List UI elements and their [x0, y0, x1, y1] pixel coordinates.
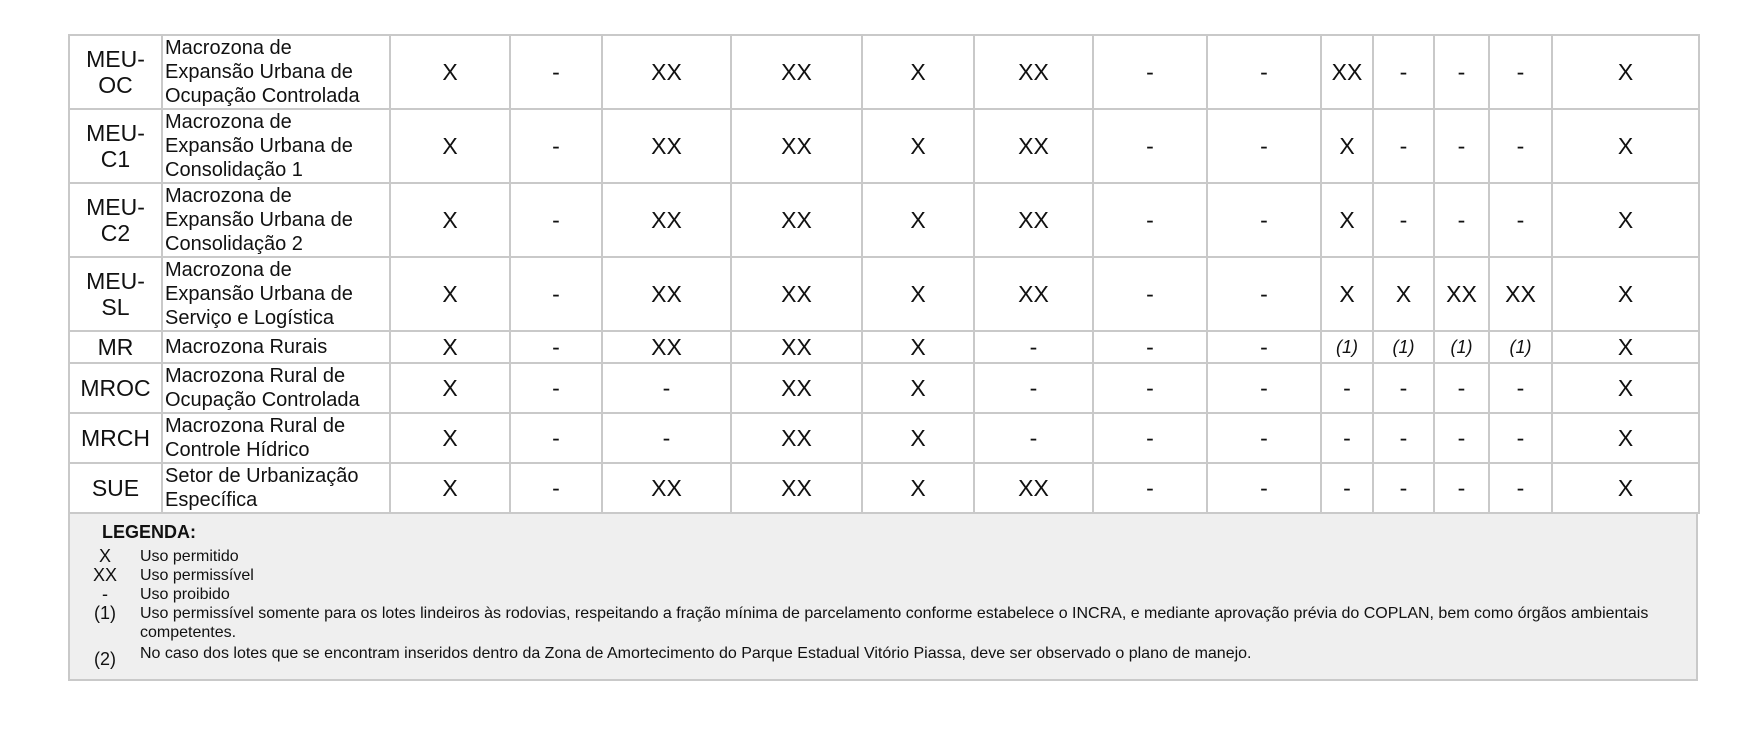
use-cell: -	[1093, 363, 1207, 413]
use-cell: X	[390, 363, 510, 413]
use-cell: -	[1489, 363, 1552, 413]
use-cell: XX	[731, 109, 862, 183]
use-cell: (1)	[1489, 331, 1552, 363]
use-cell: X	[1321, 257, 1373, 331]
zoning-table-page	[68, 34, 1698, 681]
use-cell: -	[510, 109, 602, 183]
zone-name: Macrozona Rurais	[162, 331, 390, 363]
use-cell: -	[1434, 363, 1489, 413]
use-cell: -	[1373, 463, 1434, 513]
use-cell: -	[1434, 413, 1489, 463]
zone-name: Macrozona de Expansão Urbana de Consolidação 1	[162, 109, 390, 183]
use-cell: -	[1093, 413, 1207, 463]
use-cell: -	[602, 413, 731, 463]
zone-name: Macrozona de Expansão Urbana de Ocupação Controlada	[162, 35, 390, 109]
use-cell: -	[1093, 35, 1207, 109]
use-cell: -	[1321, 463, 1373, 513]
use-cell: XX	[731, 183, 862, 257]
zone-code: MEU- OC	[69, 35, 162, 109]
table-row	[69, 257, 1699, 331]
use-cell: XX	[974, 109, 1093, 183]
use-cell: X	[1552, 363, 1699, 413]
use-cell: X	[390, 257, 510, 331]
use-cell: XX	[731, 363, 862, 413]
use-cell: -	[1321, 413, 1373, 463]
use-cell: -	[1489, 109, 1552, 183]
use-cell: -	[1093, 463, 1207, 513]
zone-code: MRCH	[69, 413, 162, 463]
legend-item	[80, 566, 1690, 585]
legend-description: Uso permissível	[140, 567, 254, 584]
use-cell: -	[1373, 35, 1434, 109]
use-cell: X	[390, 331, 510, 363]
use-cell: -	[1207, 463, 1321, 513]
zone-name: Macrozona de Expansão Urbana de Serviço e Logística	[162, 257, 390, 331]
use-cell: X	[862, 35, 974, 109]
use-cell: -	[1373, 363, 1434, 413]
use-cell: -	[510, 257, 602, 331]
legend-description: Uso permitido	[140, 548, 239, 565]
land-use-table	[68, 34, 1700, 514]
use-cell: XX	[602, 257, 731, 331]
use-cell: XX	[602, 109, 731, 183]
use-cell: X	[862, 109, 974, 183]
use-cell: -	[1434, 109, 1489, 183]
use-cell: (1)	[1434, 331, 1489, 363]
table-row	[69, 363, 1699, 413]
table-body	[69, 35, 1699, 513]
use-cell: -	[510, 463, 602, 513]
use-cell: -	[1207, 257, 1321, 331]
use-cell: X	[390, 463, 510, 513]
use-cell: -	[510, 363, 602, 413]
use-cell: XX	[974, 183, 1093, 257]
use-cell: X	[390, 183, 510, 257]
zone-name: Macrozona Rural de Ocupação Controlada	[162, 363, 390, 413]
use-cell: -	[510, 183, 602, 257]
use-cell: -	[1207, 183, 1321, 257]
use-cell: -	[1489, 35, 1552, 109]
use-cell: -	[1093, 109, 1207, 183]
legend-description: Uso proibido	[140, 586, 230, 603]
use-cell: -	[510, 331, 602, 363]
use-cell: XX	[1489, 257, 1552, 331]
use-cell: XX	[731, 463, 862, 513]
use-cell: X	[862, 183, 974, 257]
use-cell: -	[1434, 35, 1489, 109]
use-cell: -	[1373, 109, 1434, 183]
use-cell: X	[1552, 109, 1699, 183]
use-cell: -	[1093, 257, 1207, 331]
legend-item	[80, 585, 1690, 604]
legend-symbol: XX	[92, 565, 117, 585]
use-cell: XX	[731, 35, 862, 109]
use-cell: XX	[602, 183, 731, 257]
use-cell: XX	[974, 35, 1093, 109]
table-row	[69, 35, 1699, 109]
zone-code: MEU- C2	[69, 183, 162, 257]
legend-symbol: -	[102, 584, 108, 604]
table-row	[69, 109, 1699, 183]
table-row	[69, 331, 1699, 363]
use-cell: -	[974, 331, 1093, 363]
zone-name: Setor de Urbanização Específica	[162, 463, 390, 513]
use-cell: XX	[602, 35, 731, 109]
use-cell: XX	[1434, 257, 1489, 331]
use-cell: -	[1373, 413, 1434, 463]
use-cell: XX	[974, 257, 1093, 331]
use-cell: X	[390, 413, 510, 463]
use-cell: XX	[731, 413, 862, 463]
use-cell: X	[1552, 183, 1699, 257]
use-cell: -	[1093, 183, 1207, 257]
zone-code: MR	[69, 331, 162, 363]
use-cell: -	[1321, 363, 1373, 413]
zone-code: SUE	[69, 463, 162, 513]
legend-items	[80, 547, 1690, 668]
use-cell: X	[862, 257, 974, 331]
use-cell: XX	[731, 257, 862, 331]
use-cell: X	[390, 35, 510, 109]
use-cell: X	[1552, 331, 1699, 363]
use-cell: -	[1373, 183, 1434, 257]
use-cell: -	[602, 363, 731, 413]
use-cell: XX	[974, 463, 1093, 513]
use-cell: X	[1373, 257, 1434, 331]
use-cell: X	[1552, 463, 1699, 513]
use-cell: -	[1207, 109, 1321, 183]
use-cell: X	[390, 109, 510, 183]
legend-item	[80, 604, 1690, 642]
use-cell: X	[862, 413, 974, 463]
zone-code: MEU- SL	[69, 257, 162, 331]
legend-item	[80, 644, 1690, 668]
table-row	[69, 463, 1699, 513]
use-cell: XX	[602, 463, 731, 513]
use-cell: -	[1434, 183, 1489, 257]
use-cell: -	[1489, 463, 1552, 513]
use-cell: -	[1207, 331, 1321, 363]
legend-description: Uso permissível somente para os lotes lindeiros às rodovias, respeitando a fração mínima de parcelamento conforme estabelece o INCRA, e mediante aprovação prévia do COPLAN, bem como órgãos ambientais competentes.	[140, 605, 1649, 641]
use-cell: X	[862, 463, 974, 513]
legend-symbol: (1)	[94, 603, 116, 623]
legend-box	[68, 514, 1698, 681]
use-cell: -	[1489, 183, 1552, 257]
use-cell: (1)	[1373, 331, 1434, 363]
use-cell: X	[862, 363, 974, 413]
legend-symbol: (2)	[94, 649, 116, 669]
legend-title: LEGENDA:	[102, 522, 196, 542]
use-cell: -	[974, 363, 1093, 413]
use-cell: -	[974, 413, 1093, 463]
use-cell: -	[510, 35, 602, 109]
use-cell: -	[1434, 463, 1489, 513]
table-row	[69, 183, 1699, 257]
use-cell: X	[1552, 413, 1699, 463]
use-cell: XX	[731, 331, 862, 363]
use-cell: -	[1207, 363, 1321, 413]
use-cell: X	[1552, 35, 1699, 109]
zone-name: Macrozona de Expansão Urbana de Consolidação 2	[162, 183, 390, 257]
use-cell: X	[1552, 257, 1699, 331]
use-cell: XX	[1321, 35, 1373, 109]
legend-item	[80, 547, 1690, 566]
table-row	[69, 413, 1699, 463]
legend-description: No caso dos lotes que se encontram inseridos dentro da Zona de Amortecimento do Parque Estadual Vitório Piassa, deve ser observado o plano de manejo.	[140, 645, 1252, 662]
use-cell: -	[1207, 35, 1321, 109]
zone-code: MROC	[69, 363, 162, 413]
use-cell: X	[1321, 109, 1373, 183]
use-cell: (1)	[1321, 331, 1373, 363]
use-cell: -	[1489, 413, 1552, 463]
zone-code: MEU- C1	[69, 109, 162, 183]
use-cell: -	[1093, 331, 1207, 363]
use-cell: XX	[602, 331, 731, 363]
use-cell: X	[862, 331, 974, 363]
use-cell: -	[1207, 413, 1321, 463]
use-cell: X	[1321, 183, 1373, 257]
zone-name: Macrozona Rural de Controle Hídrico	[162, 413, 390, 463]
use-cell: -	[510, 413, 602, 463]
legend-symbol: X	[98, 546, 111, 566]
